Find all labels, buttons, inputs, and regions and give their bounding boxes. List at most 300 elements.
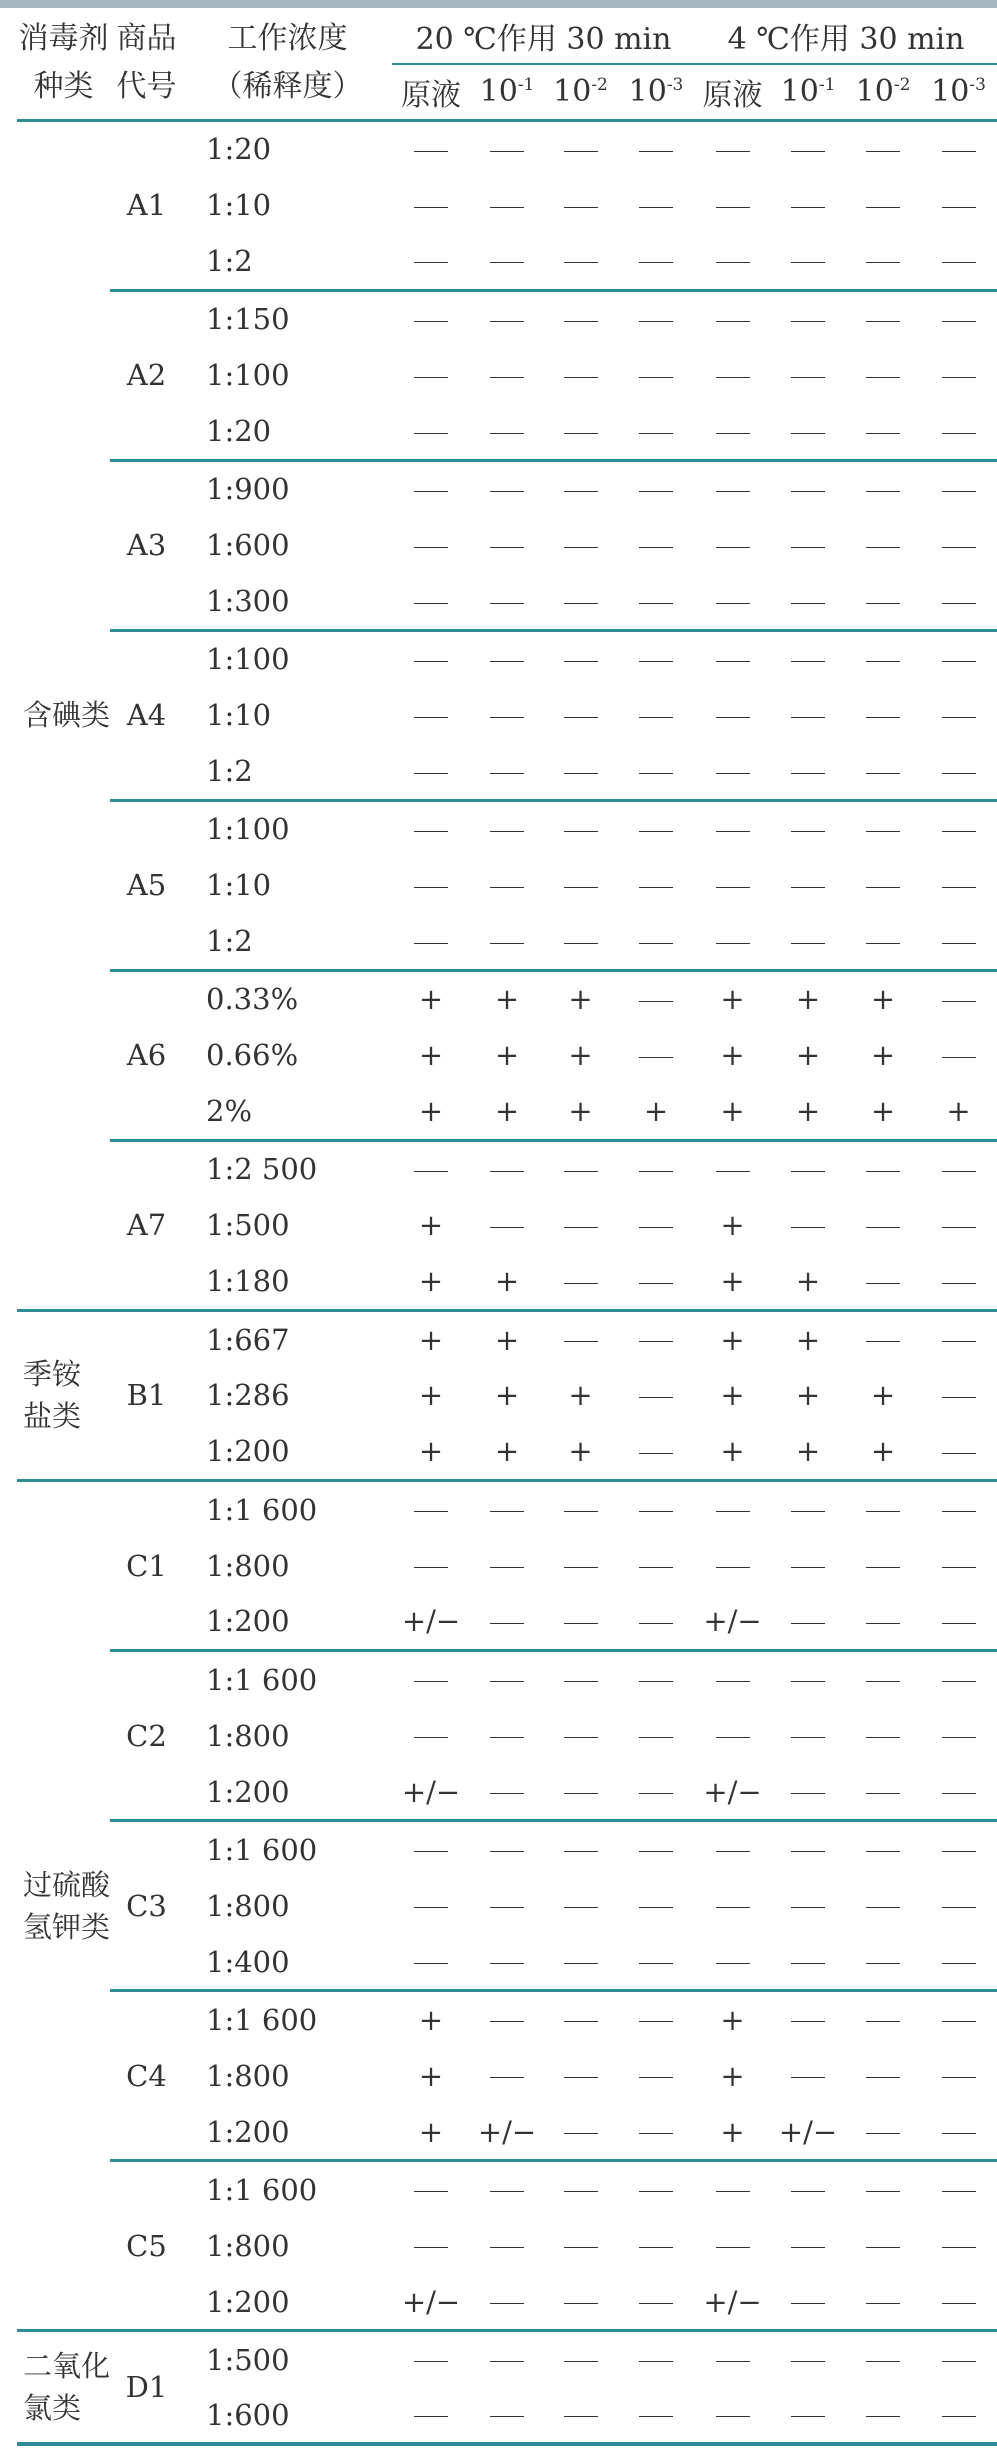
- result-20c-0: +: [418, 2002, 444, 2037]
- concentration-cell: 1:20: [206, 132, 272, 167]
- negative-dash: [942, 1737, 976, 1738]
- result-4c-1: [770, 1877, 846, 1934]
- result-4c-1: +: [795, 1378, 821, 1413]
- subheader-20c-3: $10^{-3}$: [628, 74, 684, 110]
- product-code: A6: [126, 1038, 167, 1073]
- negative-dash: [791, 2303, 825, 2304]
- concentration-cell: 1:2 500: [206, 1152, 318, 1187]
- result-20c-2: [544, 1310, 617, 1367]
- result-20c-1: [470, 1821, 544, 1878]
- result-4c-2: [846, 630, 920, 687]
- negative-dash: [639, 1511, 673, 1512]
- result-4c-2: [846, 347, 920, 404]
- result-4c-1: [770, 1934, 846, 1991]
- concentration-cell: 1:100: [206, 358, 290, 393]
- result-4c-3: [920, 744, 997, 801]
- result-20c-0: +: [418, 1038, 444, 1073]
- negative-dash: [564, 1283, 598, 1284]
- negative-dash: [564, 661, 598, 662]
- result-4c-0: +: [720, 1094, 745, 1129]
- result-4c-1: [770, 403, 846, 460]
- negative-dash: [942, 661, 976, 662]
- result-20c-0: [392, 1707, 470, 1764]
- negative-dash: [414, 433, 448, 434]
- negative-dash: [942, 2303, 976, 2304]
- result-4c-3: [920, 1424, 997, 1481]
- result-20c-2: [544, 1877, 617, 1934]
- negative-dash: [490, 2077, 524, 2078]
- result-20c-3: [617, 403, 695, 460]
- negative-dash: [639, 1793, 673, 1794]
- concentration-cell: 1:600: [206, 2397, 290, 2432]
- category-cell: [17, 1310, 110, 1480]
- negative-dash: [791, 1737, 825, 1738]
- concentration-cell: 1:667: [206, 1322, 290, 1357]
- concentration-cell: 1:800: [206, 1548, 290, 1583]
- result-4c-3: [920, 1877, 997, 1934]
- negative-dash: [716, 491, 750, 492]
- negative-dash: [564, 1511, 598, 1512]
- negative-dash: [716, 2416, 750, 2417]
- result-4c-2: [846, 2388, 920, 2445]
- concentration-cell: 1:500: [206, 1208, 290, 1243]
- negative-dash: [639, 2021, 673, 2022]
- result-20c-3: [617, 2388, 695, 2445]
- negative-dash: [639, 1057, 673, 1058]
- negative-dash: [866, 887, 900, 888]
- negative-dash: [564, 2133, 598, 2134]
- negative-dash: [791, 1511, 825, 1512]
- negative-dash: [791, 773, 825, 774]
- negative-dash: [791, 491, 825, 492]
- negative-dash: [791, 661, 825, 662]
- negative-dash: [639, 661, 673, 662]
- negative-dash: [942, 1681, 976, 1682]
- negative-dash: [564, 2021, 598, 2022]
- result-20c-1: [470, 914, 544, 971]
- result-4c-1: +: [795, 1038, 821, 1073]
- concentration-cell: 1:1 600: [206, 1832, 318, 1867]
- result-20c-3: [617, 574, 695, 631]
- result-20c-1: [470, 1934, 544, 1991]
- negative-dash: [490, 1737, 524, 1738]
- negative-dash: [414, 603, 448, 604]
- negative-dash: [716, 2361, 750, 2362]
- negative-dash: [564, 1963, 598, 1964]
- negative-dash: [942, 2191, 976, 2192]
- negative-dash: [866, 1567, 900, 1568]
- negative-dash: [490, 151, 524, 152]
- result-4c-2: [846, 687, 920, 744]
- concentration-cell: 1:200: [206, 1434, 290, 1469]
- result-4c-3: [920, 347, 997, 404]
- negative-dash: [639, 1851, 673, 1852]
- result-4c-3: [920, 2217, 997, 2274]
- negative-dash: [791, 433, 825, 434]
- negative-dash: [791, 1681, 825, 1682]
- result-20c-3: [617, 1310, 695, 1367]
- result-4c-0: +: [720, 1264, 745, 1299]
- negative-dash: [942, 1907, 976, 1908]
- negative-dash: [639, 1283, 673, 1284]
- negative-dash: [791, 887, 825, 888]
- negative-dash: [490, 491, 524, 492]
- result-4c-3: [920, 914, 997, 971]
- result-20c-0: [392, 347, 470, 404]
- negative-dash: [791, 1623, 825, 1624]
- result-20c-3: [617, 630, 695, 687]
- negative-dash: [942, 1453, 976, 1454]
- result-4c-0: +: [720, 2002, 745, 2037]
- result-20c-1: [470, 1764, 544, 1821]
- result-20c-3: [617, 744, 695, 801]
- negative-dash: [716, 547, 750, 548]
- negative-dash: [490, 1851, 524, 1852]
- result-20c-2: [544, 460, 617, 517]
- negative-dash: [791, 1171, 825, 1172]
- table-body: [17, 120, 997, 2444]
- result-4c-3: [920, 2161, 997, 2218]
- result-20c-1: [470, 630, 544, 687]
- negative-dash: [716, 887, 750, 888]
- negative-dash: [639, 943, 673, 944]
- negative-dash: [490, 321, 524, 322]
- negative-dash: [791, 1227, 825, 1228]
- result-20c-0: [392, 914, 470, 971]
- result-4c-2: [846, 1651, 920, 1708]
- result-4c-1: [770, 1764, 846, 1821]
- result-4c-1: [770, 1821, 846, 1878]
- result-20c-2: [544, 120, 617, 177]
- negative-dash: [716, 207, 750, 208]
- result-4c-2: [846, 1254, 920, 1311]
- negative-dash: [866, 2416, 900, 2417]
- result-4c-2: [846, 800, 920, 857]
- negative-dash: [942, 207, 976, 208]
- concentration-cell: 1:1 600: [206, 1662, 318, 1697]
- negative-dash: [414, 831, 448, 832]
- negative-dash: [716, 433, 750, 434]
- negative-dash: [639, 717, 673, 718]
- table-row: [17, 1651, 997, 1708]
- negative-dash: [639, 547, 673, 548]
- result-20c-0: [392, 120, 470, 177]
- negative-dash: [564, 377, 598, 378]
- result-20c-2: [544, 1254, 617, 1311]
- result-20c-1: [470, 2047, 544, 2104]
- result-4c-2: [846, 1821, 920, 1878]
- result-4c-0: [695, 574, 770, 631]
- negative-dash: [866, 943, 900, 944]
- negative-dash: [414, 1907, 448, 1908]
- result-20c-3: [617, 800, 695, 857]
- result-20c-0: +: [418, 2114, 444, 2149]
- negative-dash: [791, 2416, 825, 2417]
- negative-dash: [942, 1001, 976, 1002]
- result-20c-1: [470, 403, 544, 460]
- result-20c-0: [392, 630, 470, 687]
- negative-dash: [942, 1057, 976, 1058]
- result-20c-1: +: [494, 1038, 520, 1073]
- negative-dash: [414, 491, 448, 492]
- negative-dash: [866, 1963, 900, 1964]
- negative-dash: [866, 2247, 900, 2248]
- concentration-cell: 1:800: [206, 2228, 290, 2263]
- concentration-cell: 1:2: [206, 754, 253, 789]
- negative-dash: [716, 2247, 750, 2248]
- result-20c-2: +: [568, 1094, 593, 1129]
- negative-dash: [639, 491, 673, 492]
- category-line: 过硫酸: [23, 1867, 111, 1902]
- result-4c-0: [695, 347, 770, 404]
- result-4c-1: [770, 347, 846, 404]
- negative-dash: [866, 2303, 900, 2304]
- result-4c-3: [920, 1991, 997, 2048]
- table-row: [17, 630, 997, 687]
- negative-dash: [866, 2191, 900, 2192]
- result-20c-0: [392, 290, 470, 347]
- result-4c-2: [846, 914, 920, 971]
- negative-dash: [866, 1511, 900, 1512]
- negative-dash: [490, 943, 524, 944]
- result-20c-1: [470, 2331, 544, 2388]
- negative-dash: [716, 717, 750, 718]
- negative-dash: [564, 2361, 598, 2362]
- result-4c-3: [920, 460, 997, 517]
- negative-dash: [564, 547, 598, 548]
- result-20c-0: +/−: [401, 1774, 461, 1809]
- negative-dash: [564, 887, 598, 888]
- result-4c-3: +: [946, 1094, 971, 1129]
- result-20c-2: [544, 1991, 617, 2048]
- result-20c-3: [617, 1140, 695, 1197]
- subheader-20c-2: $10^{-2}$: [553, 74, 608, 110]
- result-20c-2: [544, 2388, 617, 2445]
- subheader-4c-1: $10^{-1}$: [780, 74, 836, 110]
- negative-dash: [942, 2247, 976, 2248]
- result-20c-0: +/−: [401, 2284, 461, 2319]
- result-4c-2: [846, 1197, 920, 1254]
- negative-dash: [866, 603, 900, 604]
- negative-dash: [791, 2021, 825, 2022]
- negative-dash: [716, 151, 750, 152]
- negative-dash: [866, 1283, 900, 1284]
- negative-dash: [490, 661, 524, 662]
- header-conc-line1: 工作浓度: [227, 21, 348, 57]
- result-4c-2: [846, 517, 920, 574]
- concentration-cell: 1:10: [206, 868, 272, 903]
- negative-dash: [716, 1963, 750, 1964]
- negative-dash: [866, 377, 900, 378]
- negative-dash: [639, 433, 673, 434]
- result-20c-0: [392, 2217, 470, 2274]
- negative-dash: [716, 661, 750, 662]
- negative-dash: [866, 1623, 900, 1624]
- negative-dash: [716, 1851, 750, 1852]
- negative-dash: [942, 151, 976, 152]
- negative-dash: [791, 151, 825, 152]
- result-4c-1: [770, 517, 846, 574]
- negative-dash: [564, 491, 598, 492]
- result-20c-2: [544, 403, 617, 460]
- result-4c-3: [920, 1481, 997, 1538]
- result-4c-3: [920, 1027, 997, 1084]
- concentration-cell: 1:150: [206, 302, 290, 337]
- negative-dash: [942, 2416, 976, 2417]
- negative-dash: [716, 603, 750, 604]
- result-20c-3: [617, 1877, 695, 1934]
- result-4c-1: [770, 233, 846, 290]
- result-4c-3: [920, 2331, 997, 2388]
- product-code: A7: [126, 1208, 167, 1243]
- result-4c-1: [770, 630, 846, 687]
- negative-dash: [942, 377, 976, 378]
- result-4c-2: [846, 1140, 920, 1197]
- result-20c-3: [617, 2161, 695, 2218]
- result-4c-3: [920, 630, 997, 687]
- result-20c-2: +: [568, 1434, 593, 1469]
- result-4c-2: [846, 574, 920, 631]
- result-20c-0: [392, 1481, 470, 1538]
- negative-dash: [414, 377, 448, 378]
- negative-dash: [639, 1623, 673, 1624]
- result-20c-2: [544, 1197, 617, 1254]
- result-4c-1: [770, 1651, 846, 1708]
- negative-dash: [490, 1623, 524, 1624]
- negative-dash: [639, 603, 673, 604]
- result-4c-2: [846, 2104, 920, 2161]
- result-4c-1: [770, 1140, 846, 1197]
- result-4c-2: [846, 1310, 920, 1367]
- result-20c-0: [392, 744, 470, 801]
- result-4c-0: [695, 2217, 770, 2274]
- concentration-cell: 1:1 600: [206, 1492, 318, 1527]
- result-20c-3: [617, 1537, 695, 1594]
- negative-dash: [942, 262, 976, 263]
- result-4c-0: [695, 517, 770, 574]
- result-20c-3: [617, 914, 695, 971]
- table-row: [17, 2161, 997, 2218]
- result-4c-1: [770, 2331, 846, 2388]
- result-20c-2: +: [568, 1038, 593, 1073]
- negative-dash: [639, 773, 673, 774]
- negative-dash: [866, 1737, 900, 1738]
- result-4c-3: [920, 120, 997, 177]
- disinfectant-results-table: [17, 8, 997, 2446]
- negative-dash: [414, 1963, 448, 1964]
- category-line: 盐类: [23, 1399, 82, 1434]
- result-20c-3: [617, 1651, 695, 1708]
- category-cell: [17, 2331, 110, 2444]
- result-20c-0: [392, 233, 470, 290]
- negative-dash: [716, 773, 750, 774]
- negative-dash: [791, 2247, 825, 2248]
- result-20c-2: [544, 2161, 617, 2218]
- result-4c-0: +/−: [703, 2284, 762, 2319]
- result-20c-1: [470, 800, 544, 857]
- negative-dash: [564, 717, 598, 718]
- result-20c-1: [470, 1197, 544, 1254]
- negative-dash: [414, 2416, 448, 2417]
- negative-dash: [564, 2416, 598, 2417]
- negative-dash: [791, 2191, 825, 2192]
- result-4c-2: [846, 2217, 920, 2274]
- result-20c-3: [617, 1254, 695, 1311]
- negative-dash: [716, 1907, 750, 1908]
- negative-dash: [791, 943, 825, 944]
- negative-dash: [490, 2361, 524, 2362]
- concentration-cell: 1:200: [206, 1774, 290, 1809]
- result-4c-2: [846, 1594, 920, 1651]
- result-20c-0: [392, 2331, 470, 2388]
- result-4c-2: [846, 1877, 920, 1934]
- concentration-cell: 1:200: [206, 2114, 290, 2149]
- negative-dash: [791, 262, 825, 263]
- result-4c-0: [695, 630, 770, 687]
- result-4c-0: +: [720, 1378, 745, 1413]
- product-code: A1: [126, 188, 167, 223]
- result-20c-1: [470, 1707, 544, 1764]
- concentration-cell: 1:10: [206, 188, 272, 223]
- result-20c-3: [617, 687, 695, 744]
- category-line: 季铵: [23, 1357, 82, 1392]
- negative-dash: [564, 1623, 598, 1624]
- negative-dash: [564, 773, 598, 774]
- negative-dash: [791, 2361, 825, 2362]
- negative-dash: [639, 1227, 673, 1228]
- result-4c-3: [920, 574, 997, 631]
- result-4c-0: +: [720, 1208, 745, 1243]
- product-code: C5: [126, 2228, 167, 2263]
- negative-dash: [942, 1793, 976, 1794]
- result-4c-1: +: [795, 1264, 821, 1299]
- header-conc-line2: （稀释度）: [212, 69, 363, 105]
- concentration-cell: 0.33%: [206, 982, 299, 1017]
- result-20c-3: [617, 347, 695, 404]
- negative-dash: [942, 773, 976, 774]
- result-20c-1: [470, 1537, 544, 1594]
- concentration-cell: 1:100: [206, 812, 290, 847]
- result-4c-1: [770, 1537, 846, 1594]
- negative-dash: [942, 2133, 976, 2134]
- result-4c-1: [770, 2217, 846, 2274]
- result-20c-2: [544, 744, 617, 801]
- result-4c-2: [846, 460, 920, 517]
- result-20c-2: [544, 1821, 617, 1878]
- negative-dash: [791, 1793, 825, 1794]
- negative-dash: [942, 2077, 976, 2078]
- result-20c-2: +: [568, 1378, 593, 1413]
- result-20c-1: [470, 1481, 544, 1538]
- negative-dash: [866, 2361, 900, 2362]
- negative-dash: [866, 2133, 900, 2134]
- negative-dash: [942, 1623, 976, 1624]
- negative-dash: [791, 207, 825, 208]
- result-20c-3: [617, 120, 695, 177]
- category-line: 二氧化: [23, 2349, 111, 2384]
- negative-dash: [564, 207, 598, 208]
- product-code: A4: [126, 698, 167, 733]
- negative-dash: [716, 1681, 750, 1682]
- header-row-1: [17, 8, 997, 64]
- negative-dash: [490, 2191, 524, 2192]
- result-4c-3: [920, 1537, 997, 1594]
- result-4c-0: [695, 1707, 770, 1764]
- result-4c-0: [695, 1651, 770, 1708]
- result-4c-3: [920, 1310, 997, 1367]
- result-4c-0: +/−: [703, 1604, 762, 1639]
- negative-dash: [564, 1851, 598, 1852]
